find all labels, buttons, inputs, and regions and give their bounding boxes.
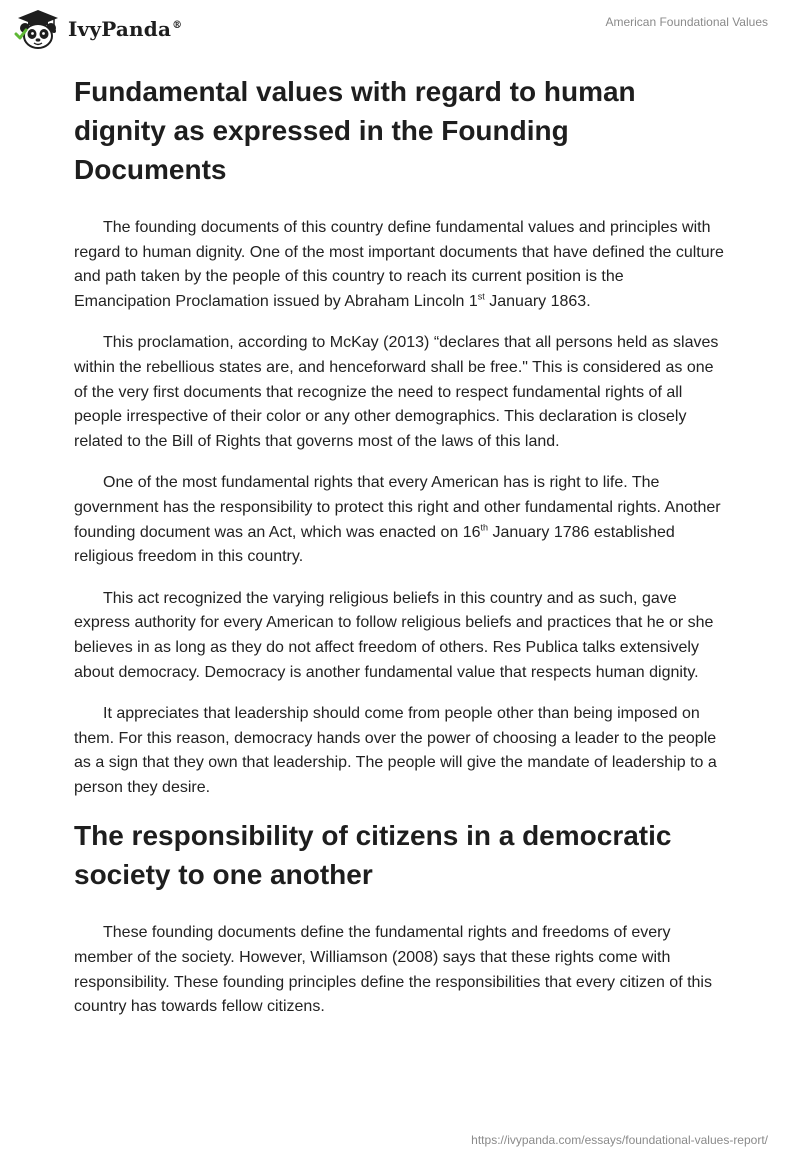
paragraph: These founding documents define the fundamental rights and freedoms of every member of the society. However, Williamson (2008) says that these rights come with responsibility. These founding principles define the responsibilities that every citizen of this country has towards fellow citizens. xyxy=(74,924,712,1016)
paragraph: The founding documents of this country define fundamental values and principles with regard to human dignity. One of the most important documents that have defined the culture and path taken by the people of this country to reach its current position is the Emancipation Proclamation issued by Abraham Lincoln 1st January 1863. xyxy=(74,219,724,310)
document-title: American Foundational Values xyxy=(605,15,768,29)
paragraph: This proclamation, according to McKay (2013) “declares that all persons held as slaves within the rebellious states are, and henceforward shall be free." This is considered as one of the very first documents that recognize the need to respect fundamental rights of all people irrespective of their color or any other demographics. This declaration is closely related to the Bill of Rights that governs most of the laws of this land. xyxy=(74,334,719,450)
paragraph: One of the most fundamental rights that every American has is right to life. The government has the responsibility to protect this right and other fundamental rights. Another founding document was an Act, which was enacted on 16th January 1786 established religious freedom in this country. xyxy=(74,474,721,566)
source-url[interactable]: https://ivypanda.com/essays/foundational-values-report/ xyxy=(471,1133,768,1147)
logo-text: IvyPanda® xyxy=(68,17,183,41)
paragraph: It appreciates that leadership should come from people other than being imposed on them. For this reason, democracy hands over the power of choosing a leader to the people as a sign that they own that leadership. The people will give the mandate of leadership to a person they desire. xyxy=(74,705,717,796)
ivypanda-logo[interactable] xyxy=(14,8,182,50)
essay-body xyxy=(74,72,724,1020)
paragraph: This act recognized the varying religious beliefs in this country and as such, gave express authority for every American to follow religious beliefs and practices that he or she believes in as long as they do not affect freedom of others. Res Publica talks extensively about democracy. Democracy is another fundamental value that respects human dignity. xyxy=(74,589,714,681)
panda-graduation-icon xyxy=(14,8,62,50)
section-heading-citizen-responsibility: The responsibility of citizens in a democratic society to one another xyxy=(74,820,672,891)
section-heading-human-dignity: Fundamental values with regard to human dignity as expressed in the Founding Documents xyxy=(74,76,636,185)
page-header xyxy=(0,0,800,60)
